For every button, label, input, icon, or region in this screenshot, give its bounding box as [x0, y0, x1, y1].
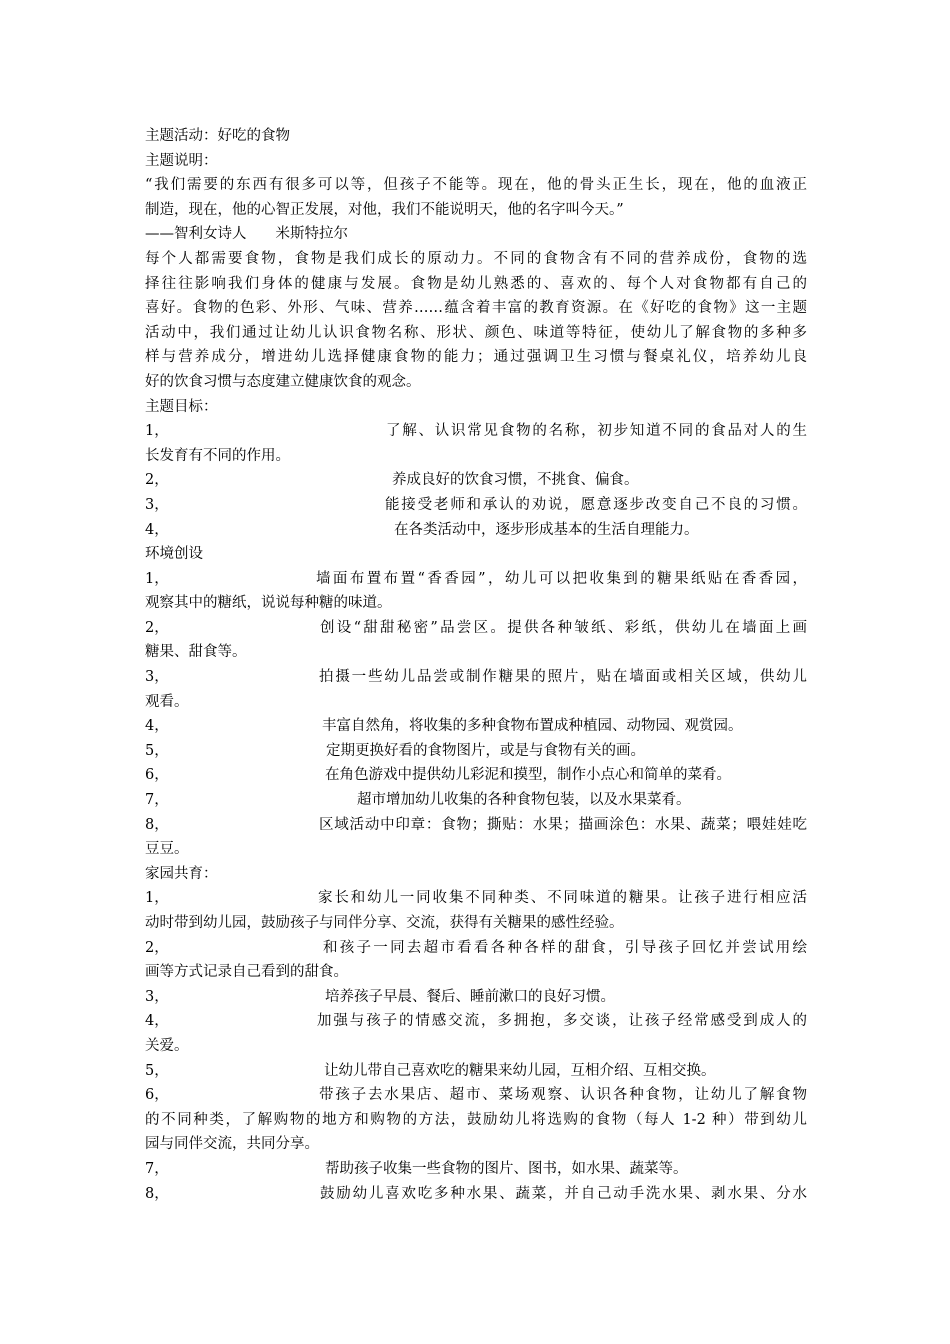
home-cooperation-heading: 家园共育：: [145, 865, 218, 882]
item-text: 带孩子去水果店、超市、菜场观察、认识各种食物，让幼儿了解食物: [319, 1087, 807, 1104]
item-text: 了解、认识常见食物的名称，初步知道不同的食品对人的生: [386, 423, 807, 440]
item-number: 2，: [145, 939, 169, 956]
item-number: 3，: [145, 988, 169, 1005]
item-text-continuation: 画等方式记录自己看到的甜食。: [145, 964, 348, 981]
item-number: 5，: [145, 1062, 169, 1079]
goals-heading: 主题目标：: [145, 398, 218, 415]
list-item: [145, 763, 807, 788]
item-number: 3，: [145, 496, 169, 513]
list-item: [145, 616, 807, 641]
list-item: [145, 739, 807, 764]
item-number: 2，: [145, 619, 169, 636]
item-text-continuation: 关爱。: [145, 1037, 189, 1054]
item-text: 帮助孩子收集一些食物的图片、图书，如水果、蔬菜等。: [325, 1160, 688, 1177]
list-item: [145, 985, 807, 1010]
item-text: 拍摄一些幼儿品尝或制作糖果的照片，贴在墙面或相关区域，供幼儿: [319, 669, 807, 686]
list-item: [145, 567, 807, 592]
item-text: 超市增加幼儿收集的各种食物包装，以及水果菜肴。: [357, 792, 691, 809]
theme-description-heading: 主题说明：: [145, 152, 218, 169]
item-text: 养成良好的饮食习惯，不挑食、偏食。: [392, 472, 639, 489]
quote-attribution: ——智利女诗人 米斯特拉尔: [145, 226, 348, 243]
list-item: [145, 419, 807, 444]
list-item: [145, 1059, 807, 1084]
document-page: [145, 124, 807, 1206]
item-number: 8，: [145, 816, 169, 833]
item-number: 1，: [145, 423, 169, 440]
item-text: 能接受老师和承认的劝说，愿意逐步改变自己不良的习惯。: [385, 496, 807, 513]
item-text: 定期更换好看的食物图片，或是与食物有关的画。: [326, 742, 645, 759]
intro-paragraph: [145, 247, 807, 395]
list-item: [145, 1009, 807, 1034]
item-number: 4，: [145, 718, 169, 735]
item-text: 在各类活动中，逐步形成基本的生活自理能力。: [394, 521, 699, 538]
item-text: 区域活动中印章：食物；撕贴：水果；描画涂色：水果、蔬菜；喂娃娃吃: [319, 816, 807, 833]
item-number: 3，: [145, 669, 169, 686]
item-number: 6，: [145, 1087, 169, 1104]
item-number: 1，: [145, 570, 169, 587]
item-number: 7，: [145, 792, 169, 809]
item-number: 1，: [145, 890, 169, 907]
intro-line: 每个人都需要食物，食物是我们成长的原动力。不同的食物含有不同的营养成份，食物的选: [145, 250, 807, 267]
item-text: 加强与孩子的情感交流，多拥抱，多交谈，让孩子经常感受到成人的: [317, 1013, 807, 1030]
home-cooperation-list: [145, 886, 807, 1206]
item-text: 丰富自然角，将收集的多种食物布置成种植园、动物园、观赏园。: [322, 718, 743, 735]
item-number: 8，: [145, 1185, 169, 1202]
list-item: [145, 1083, 807, 1108]
list-item: [145, 1182, 807, 1207]
list-item: [145, 936, 807, 961]
list-item: [145, 1157, 807, 1182]
item-text: 鼓励幼儿喜欢吃多种水果、蔬菜，并自己动手洗水果、剥水果、分水: [320, 1185, 807, 1202]
item-text-continuation: 观察其中的糖纸，说说每种糖的味道。: [145, 595, 392, 612]
intro-line: 喜好。食物的色彩、外形、气味、营养……蕴含着丰富的教育资源。在《好吃的食物》这一主题: [145, 300, 807, 317]
item-number: 4，: [145, 1013, 169, 1030]
environment-list: [145, 567, 807, 862]
list-item: [145, 493, 807, 518]
item-text-continuation: 的不同种类，了解购物的地方和购物的方法，鼓励幼儿将选购的食物（每人 1-2 种）带到幼儿: [145, 1111, 807, 1128]
intro-line: 活动中，我们通过让幼儿认识食物名称、形状、颜色、味道等特征，使幼儿了解食物的多种多: [145, 324, 807, 341]
item-number: 5，: [145, 742, 169, 759]
item-text-continuation: 园与同伴交流，共同分享。: [145, 1136, 319, 1153]
quote-line: “我们需要的东西有很多可以等，但孩子不能等。现在，他的骨头正生长，现在，他的血液正: [145, 177, 807, 194]
item-text-continuation: 糖果、甜食等。: [145, 644, 247, 661]
item-text: 让幼儿带自己喜欢吃的糖果来幼儿园，互相介绍、互相交换。: [324, 1062, 716, 1079]
item-number: 2，: [145, 472, 169, 489]
intro-line: 样与营养成分，增进幼儿选择健康食物的能力；通过强调卫生习惯与餐桌礼仪，培养幼儿良: [145, 349, 807, 366]
list-item: [145, 788, 807, 813]
item-text-continuation: 动时带到幼儿园，鼓励孩子与同伴分享、交流，获得有关糖果的感性经验。: [145, 915, 624, 931]
list-item: [145, 518, 807, 543]
item-number: 7，: [145, 1160, 169, 1177]
list-item: [145, 714, 807, 739]
item-text-continuation: 长发育有不同的作用。: [145, 447, 290, 464]
item-text: 在角色游戏中提供幼儿彩泥和摸型，制作小点心和简单的菜肴。: [325, 767, 731, 784]
list-item: [145, 886, 807, 911]
list-item: [145, 468, 807, 493]
intro-line: 择往往影响我们身体的健康与发展。食物是幼儿熟悉的、喜欢的、每个人对食物都有自己的: [145, 275, 807, 292]
item-text: 和孩子一同去超市看看各种各样的甜食，引导孩子回忆并尝试用绘: [323, 939, 807, 956]
item-text: 墙面布置布置“香香园”，幼儿可以把收集到的糖果纸贴在香香园，: [316, 570, 807, 587]
item-text: 培养孩子早晨、餐后、睡前漱口的良好习惯。: [325, 988, 615, 1005]
list-item: [145, 813, 807, 838]
document-title: 主题活动：好吃的食物: [145, 128, 290, 144]
goals-list: [145, 419, 807, 542]
item-text-continuation: 观看。: [145, 693, 189, 710]
list-item: [145, 665, 807, 690]
item-number: 6，: [145, 767, 169, 784]
item-text: 家长和幼儿一同收集不同种类、不同味道的糖果。让孩子进行相应活: [318, 890, 807, 907]
item-text-continuation: 豆豆。: [145, 841, 189, 858]
item-number: 4，: [145, 521, 169, 538]
quote-line: 制造，现在，他的心智正发展，对他，我们不能说明天，他的名字叫今天。”: [145, 201, 624, 218]
environment-heading: 环境创设: [145, 546, 203, 563]
intro-line: 好的饮食习惯与态度建立健康饮食的观念。: [145, 373, 421, 390]
item-text: 创设“甜甜秘密”品尝区。提供各种皱纸、彩纸，供幼儿在墙面上画: [320, 619, 807, 636]
